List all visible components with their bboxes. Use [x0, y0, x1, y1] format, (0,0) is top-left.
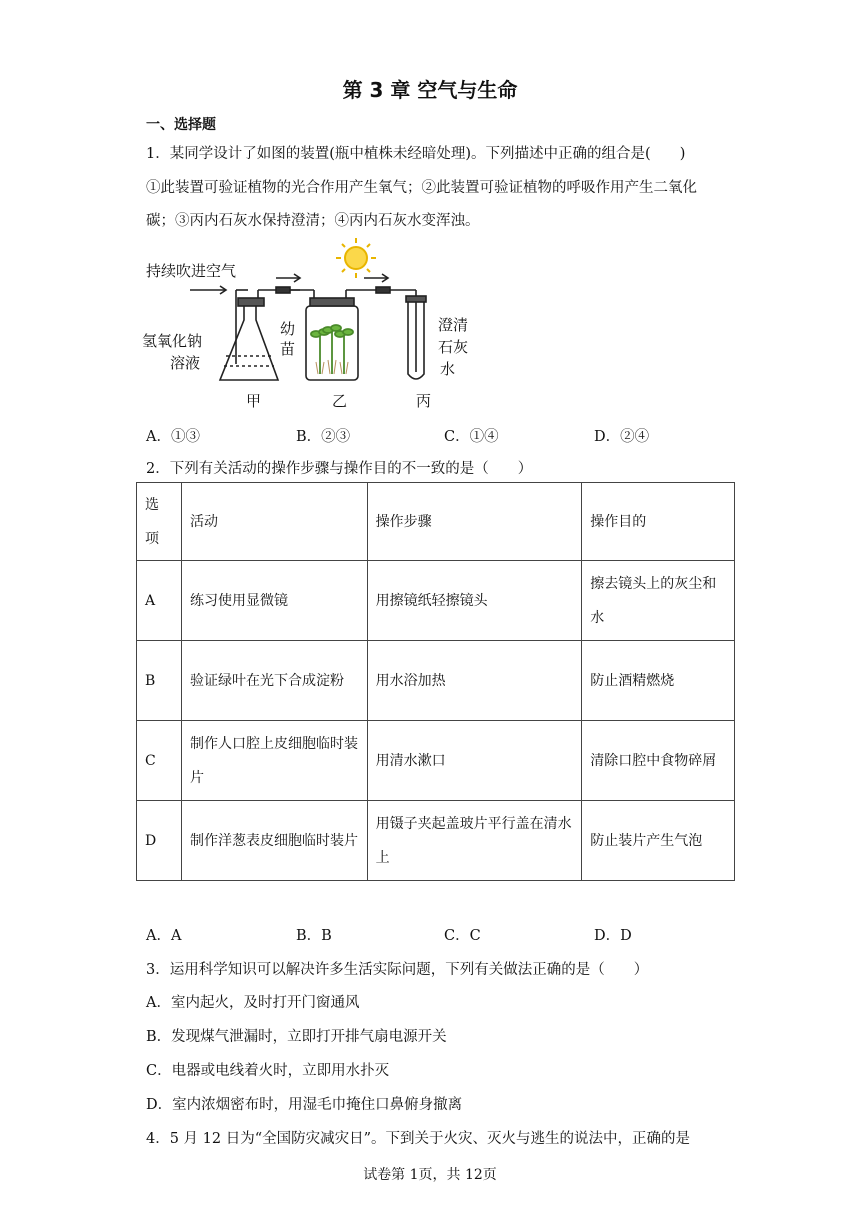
row-b-activity: 验证绿叶在光下合成淀粉 — [181, 641, 367, 721]
table-row — [137, 801, 735, 881]
label-lime-1: 澄清 — [438, 316, 469, 334]
header-purpose: 操作目的 — [582, 483, 735, 561]
q2-table — [136, 482, 735, 881]
q3-option-b[interactable]: B．发现煤气泄漏时，立即打开排气扇电源开关 — [146, 1029, 447, 1045]
row-d-purpose: 防止装片产生气泡 — [582, 801, 735, 881]
section-heading: 一、选择题 — [146, 117, 216, 133]
table-row — [137, 641, 735, 721]
row-c-activity: 制作人口腔上皮细胞临时装片 — [181, 721, 367, 801]
row-c-option: C — [137, 721, 182, 801]
q1-statements-line2: 碳；③丙内石灰水保持澄清；④丙内石灰水变浑浊。 — [146, 213, 480, 229]
label-bing: 丙 — [416, 392, 432, 410]
label-naoh-2: 溶液 — [170, 354, 201, 372]
q2-option-a[interactable]: A．A — [146, 928, 182, 944]
label-air: 持续吹进空气 — [146, 262, 237, 280]
table-row — [137, 721, 735, 801]
q1-stem: 1．某同学设计了如图的装置(瓶中植株未经暗处理)。下列描述中正确的组合是( ) — [146, 146, 686, 162]
label-naoh-1: 氢氧化钠 — [142, 332, 203, 350]
table-row — [137, 561, 735, 641]
q3-option-a[interactable]: A．室内起火，及时打开门窗通风 — [146, 995, 360, 1011]
q3-option-c[interactable]: C．电器或电线着火时，立即用水扑灭 — [146, 1063, 390, 1079]
row-c-steps: 用清水漱口 — [367, 721, 582, 801]
label-yi: 乙 — [332, 392, 348, 410]
page-footer: 试卷第 1页，共 12页 — [363, 1167, 497, 1183]
sun-icon — [336, 238, 376, 278]
q3-option-d[interactable]: D．室内浓烟密布时，用湿毛巾掩住口鼻俯身撤离 — [146, 1097, 463, 1113]
q1-apparatus-figure — [140, 234, 500, 414]
row-c-purpose: 清除口腔中食物碎屑 — [582, 721, 735, 801]
q2-option-c[interactable]: C．C — [444, 928, 481, 944]
q1-option-b[interactable]: B．②③ — [296, 429, 351, 445]
row-d-option: D — [137, 801, 182, 881]
q1-option-d[interactable]: D．②④ — [594, 429, 650, 445]
row-a-option: A — [137, 561, 182, 641]
q1-statements-line1: ①此装置可验证植物的光合作用产生氧气；②此装置可验证植物的呼吸作用产生二氧化 — [146, 180, 697, 196]
q1-option-c[interactable]: C．①④ — [444, 429, 499, 445]
table-header-row — [137, 483, 735, 561]
row-b-steps: 用水浴加热 — [367, 641, 582, 721]
row-a-steps: 用擦镜纸轻擦镜头 — [367, 561, 582, 641]
label-seedling-1: 幼 — [280, 320, 296, 338]
label-lime-3: 水 — [440, 360, 456, 378]
q3-stem: 3．运用科学知识可以解决许多生活实际问题，下列有关做法正确的是（ ） — [146, 962, 649, 978]
row-b-option: B — [137, 641, 182, 721]
row-d-steps: 用镊子夹起盖玻片平行盖在清水上 — [367, 801, 582, 881]
label-jia: 甲 — [246, 392, 262, 410]
label-seedling-2: 苗 — [280, 340, 296, 358]
row-b-purpose: 防止酒精燃烧 — [582, 641, 735, 721]
header-steps: 操作步骤 — [367, 483, 582, 561]
q4-stem: 4．5 月 12 日为“全国防灾减灾日”。下到关于火灾、灭火与逃生的说法中，正确的是 — [146, 1131, 691, 1147]
q2-stem: 2．下列有关活动的操作步骤与操作目的不一致的是（ ） — [146, 461, 533, 477]
label-lime-2: 石灰 — [438, 338, 469, 356]
q2-option-d[interactable]: D．D — [594, 928, 632, 944]
page-title: 第 3 章 空气与生命 — [342, 78, 518, 102]
q2-option-b[interactable]: B．B — [296, 928, 332, 944]
row-d-activity: 制作洋葱表皮细胞临时装片 — [181, 801, 367, 881]
q1-option-a[interactable]: A．①③ — [146, 429, 200, 445]
header-option: 选项 — [137, 483, 182, 561]
row-a-purpose: 擦去镜头上的灰尘和水 — [582, 561, 735, 641]
header-activity: 活动 — [181, 483, 367, 561]
row-a-activity: 练习使用显微镜 — [181, 561, 367, 641]
